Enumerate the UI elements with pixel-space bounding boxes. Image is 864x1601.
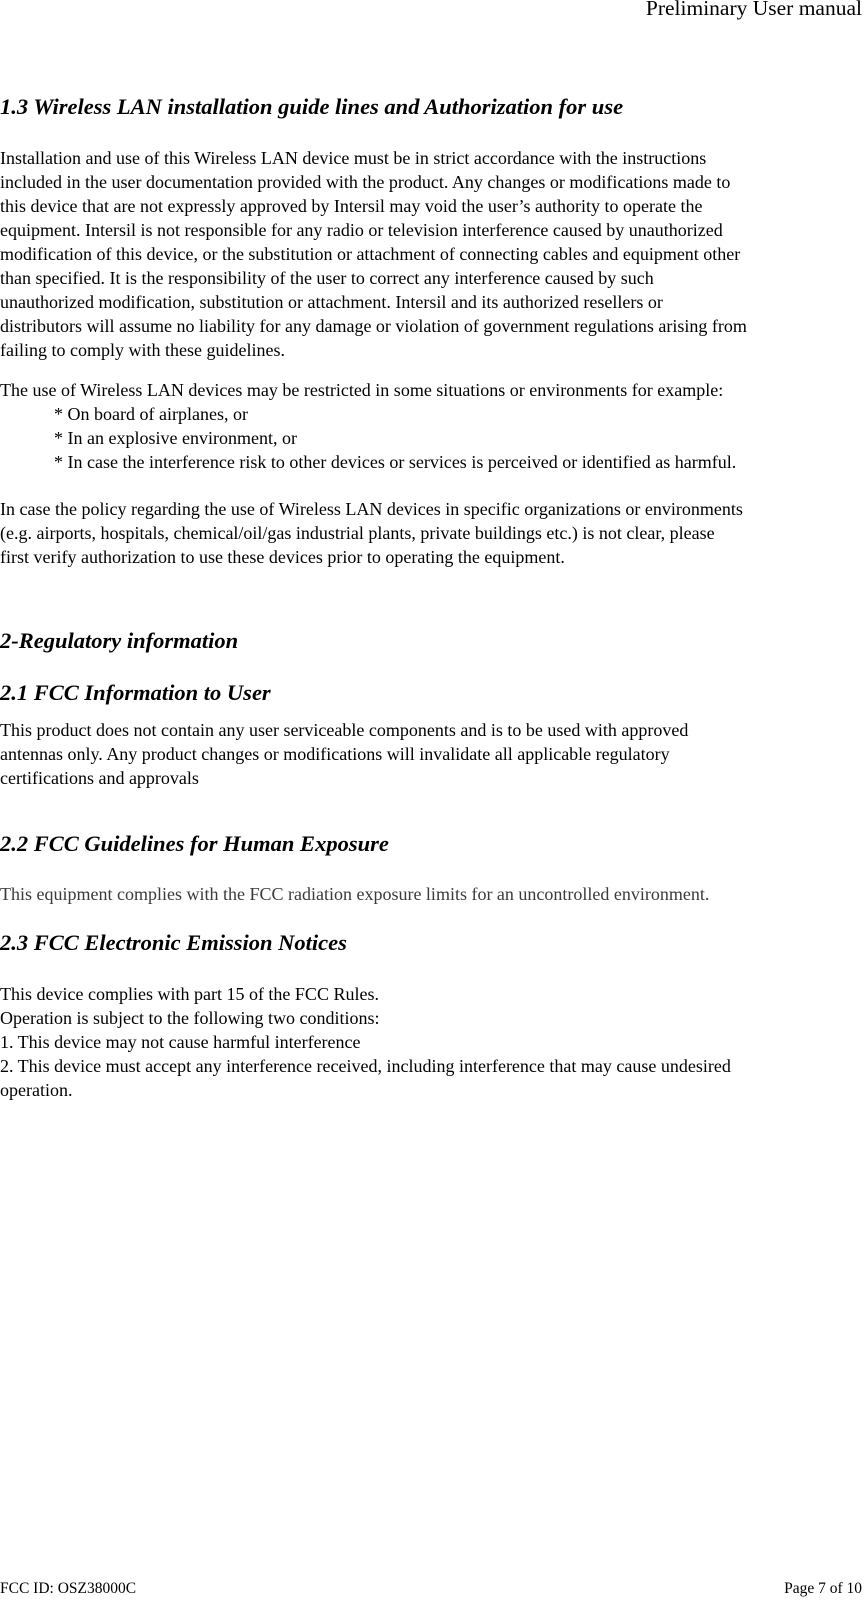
heading-2-3: 2.3 FCC Electronic Emission Notices [0,930,347,955]
text-line: failing to comply with these guidelines. [0,340,285,360]
paragraph-restrictions [0,378,736,474]
paragraph-emission-notices [0,982,731,1102]
text-line: antennas only. Any product changes or modifications will invalidate all applicable regulatory [0,744,670,764]
text-line: equipment. Intersil is not responsible for any radio or television interference caused by unauthorized [0,220,723,240]
page-header-title: Preliminary User manual [645,0,862,20]
text-line: This device complies with part 15 of the FCC Rules. [0,984,379,1004]
footer-fcc-id: FCC ID: OSZ38000C [0,1580,137,1597]
heading-2-2: 2.2 FCC Guidelines for Human Exposure [0,831,389,856]
text-line: 1. This device may not cause harmful interference [0,1032,361,1052]
list-item: * In case the interference risk to other devices or services is perceived or identified as harmful. [54,452,737,472]
text-line: 2. This device must accept any interference received, including interference that may cause undesired [0,1056,731,1076]
list-item: * On board of airplanes, or [54,404,248,424]
paragraph-human-exposure [0,882,709,906]
text-line: In case the policy regarding the use of Wireless LAN devices in specific organizations or environments [0,499,743,519]
text-line: included in the user documentation provided with the product. Any changes or modifications made to [0,172,731,192]
paragraph-installation [0,146,747,362]
text-line: certifications and approvals [0,768,199,788]
text-line: (e.g. airports, hospitals, chemical/oil/gas industrial plants, private buildings etc.) is not clear, please [0,523,715,543]
text-line: This equipment complies with the FCC radiation exposure limits for an uncontrolled environment. [0,884,710,904]
text-line: operation. [0,1080,73,1100]
list-item: * In an explosive environment, or [54,428,297,448]
footer-page-number: Page 7 of 10 [784,1580,862,1597]
text-line: this device that are not expressly approved by Intersil may void the user’s authority to operate the [0,196,703,216]
text-line: The use of Wireless LAN devices may be restricted in some situations or environments for example: [0,380,724,400]
text-line: distributors will assume no liability for any damage or violation of government regulations arising from [0,316,747,336]
text-line: Operation is subject to the following two conditions: [0,1008,380,1028]
text-line: first verify authorization to use these devices prior to operating the equipment. [0,547,565,567]
text-line: than specified. It is the responsibility of the user to correct any interference caused by such [0,268,654,288]
heading-1-3: 1.3 Wireless LAN installation guide lines and Authorization for use [0,94,624,119]
paragraph-fcc-info [0,718,688,790]
text-line: modification of this device, or the substitution or attachment of connecting cables and equipment other [0,244,741,264]
paragraph-policy [0,497,743,569]
heading-2-1: 2.1 FCC Information to User [0,680,271,705]
text-line: Installation and use of this Wireless LAN device must be in strict accordance with the instructions [0,148,707,168]
text-line: unauthorized modification, substitution or attachment. Intersil and its authorized resellers or [0,292,663,312]
text-line: This product does not contain any user serviceable components and is to be used with approved [0,720,689,740]
heading-2: 2-Regulatory information [0,628,239,653]
